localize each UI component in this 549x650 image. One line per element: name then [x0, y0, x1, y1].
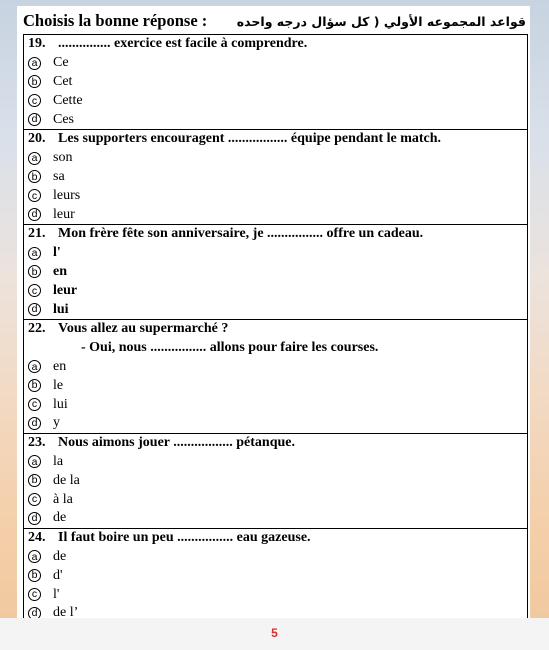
question-row: [24, 130, 527, 149]
answer-option[interactable]: [24, 300, 527, 319]
option-text: de la: [53, 472, 80, 488]
answer-option[interactable]: [24, 54, 527, 73]
question-text: Vous allez au supermarché ?: [58, 321, 229, 337]
answer-option[interactable]: [24, 149, 527, 168]
answer-option[interactable]: [24, 168, 527, 187]
answer-option[interactable]: [24, 395, 527, 414]
option-letter-circle-icon: d: [28, 512, 41, 525]
question-row: [24, 225, 527, 244]
question-row: [24, 35, 527, 54]
question-block: [23, 529, 528, 618]
question-block: [23, 34, 528, 130]
option-text: leurs: [53, 187, 81, 203]
question-row: [24, 434, 527, 453]
answer-option[interactable]: [24, 471, 527, 490]
option-text: Cette: [53, 92, 83, 108]
question-text: Nous aimons jouer ................. pétanque.: [58, 435, 295, 451]
option-letter-circle-icon: a: [28, 455, 41, 468]
option-letter-circle-icon: a: [28, 247, 41, 260]
question-number: 22.: [28, 321, 46, 337]
answer-option[interactable]: [24, 281, 527, 300]
answer-option[interactable]: [24, 205, 527, 224]
answer-option[interactable]: [24, 453, 527, 472]
question-number: 21.: [28, 226, 46, 242]
question-text: ............... exercice est facile à comprendre.: [58, 36, 308, 52]
option-text: leur: [53, 206, 75, 222]
option-text: de: [53, 548, 67, 564]
option-text: de l’: [53, 605, 79, 618]
answer-option[interactable]: [24, 358, 527, 377]
option-text: en: [53, 263, 67, 279]
answer-option[interactable]: [24, 376, 527, 395]
option-letter-circle-icon: d: [28, 607, 41, 618]
answer-option[interactable]: [24, 244, 527, 263]
option-letter-circle-icon: d: [28, 417, 41, 430]
option-letter-circle-icon: b: [28, 170, 41, 183]
option-letter-circle-icon: c: [28, 398, 41, 411]
option-text: lui: [53, 396, 68, 412]
answer-option[interactable]: [24, 548, 527, 567]
option-letter-circle-icon: a: [28, 360, 41, 373]
question-block: [23, 320, 528, 434]
option-text: Ces: [53, 111, 74, 127]
answer-option[interactable]: [24, 110, 527, 129]
option-text: y: [53, 415, 60, 431]
answer-option[interactable]: [24, 186, 527, 205]
option-text: le: [53, 377, 64, 393]
option-letter-circle-icon: d: [28, 303, 41, 316]
answer-option[interactable]: [24, 490, 527, 509]
option-letter-circle-icon: a: [28, 57, 41, 70]
arabic-section-title: قواعد المجموعه الأولي ( كل سؤال درجه واحده: [236, 13, 526, 29]
option-text: l': [53, 245, 61, 261]
answer-option[interactable]: [24, 585, 527, 604]
option-letter-circle-icon: b: [28, 474, 41, 487]
answer-option[interactable]: [24, 566, 527, 585]
option-letter-circle-icon: b: [28, 569, 41, 582]
option-letter-circle-icon: d: [28, 113, 41, 126]
answer-option[interactable]: [24, 73, 527, 92]
question-number: 19.: [28, 36, 46, 52]
question-text: Les supporters encouragent ................. équipe pendant le match.: [58, 131, 442, 147]
answer-option[interactable]: [24, 509, 527, 528]
option-text: d': [53, 567, 63, 583]
option-text: lui: [53, 301, 69, 317]
option-text: en: [53, 358, 67, 374]
option-text: son: [53, 150, 73, 166]
question-block: [23, 225, 528, 320]
option-letter-circle-icon: a: [28, 550, 41, 563]
question-block: [23, 130, 528, 225]
option-letter-circle-icon: d: [28, 208, 41, 221]
answer-option[interactable]: [24, 414, 527, 433]
answer-option[interactable]: [24, 604, 527, 618]
option-letter-circle-icon: c: [28, 94, 41, 107]
option-text: la: [53, 453, 64, 469]
answer-option[interactable]: [24, 91, 527, 110]
option-text: sa: [53, 168, 65, 184]
option-letter-circle-icon: b: [28, 379, 41, 392]
sheet-header: [23, 8, 526, 34]
question-grid: [23, 34, 536, 618]
question-number: 24.: [28, 530, 46, 546]
question-text: Mon frère fête son anniversaire, je ................ offre un cadeau.: [58, 226, 424, 242]
option-letter-circle-icon: a: [28, 152, 41, 165]
option-letter-circle-icon: c: [28, 189, 41, 202]
question-text: Il faut boire un peu ................ eau gazeuse.: [58, 530, 311, 546]
option-text: Ce: [53, 55, 69, 71]
option-text: l': [53, 586, 60, 602]
question-number: 20.: [28, 131, 46, 147]
page-number: 5: [271, 626, 278, 640]
exercise-sheet: [17, 6, 530, 618]
answer-option[interactable]: [24, 263, 527, 282]
option-letter-circle-icon: c: [28, 588, 41, 601]
option-letter-circle-icon: b: [28, 265, 41, 278]
question-row: [24, 320, 527, 339]
instruction-title: Choisis la bonne réponse :: [23, 11, 208, 30]
option-letter-circle-icon: b: [28, 75, 41, 88]
option-text: leur: [53, 282, 78, 298]
option-text: de: [53, 510, 67, 526]
question-subline: - Oui, nous ................ allons pour faire les courses.: [81, 340, 379, 356]
option-letter-circle-icon: c: [28, 493, 41, 506]
question-block: [23, 434, 528, 529]
option-text: Cet: [53, 73, 73, 89]
question-number: 23.: [28, 435, 46, 451]
option-text: à la: [53, 491, 73, 507]
question-row: [24, 529, 527, 548]
option-letter-circle-icon: c: [28, 284, 41, 297]
